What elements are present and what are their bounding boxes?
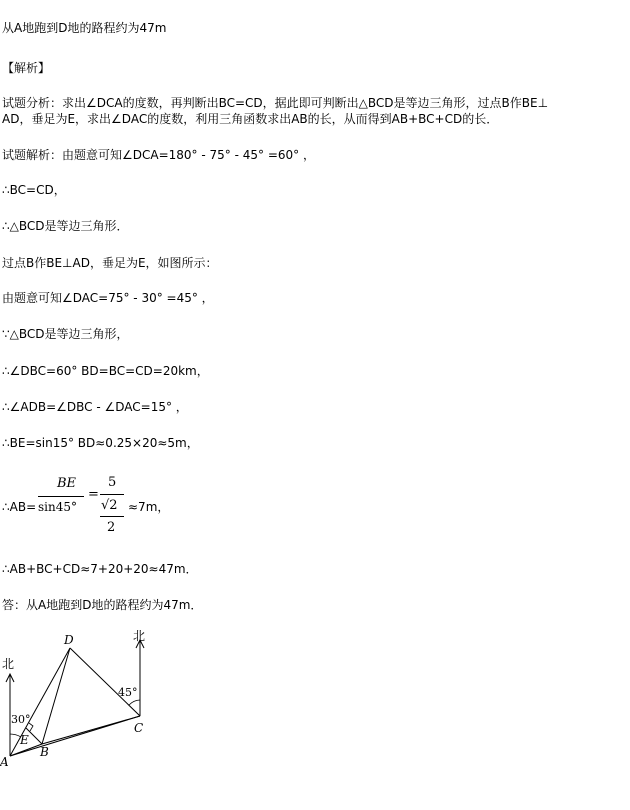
formula-equals: =	[88, 487, 99, 502]
analysis-heading: 【解析】	[2, 61, 51, 75]
label-angle-45: 45°	[118, 686, 138, 699]
formula-prefix: ∴AB=	[2, 500, 37, 514]
label-north-right: 北	[133, 629, 146, 643]
formula-denominator-two: 2	[107, 520, 116, 535]
label-E: E	[20, 733, 29, 747]
final-answer: 答：从A地跑到D地的路程约为47m．	[2, 598, 203, 612]
solution-step-7: ∴∠DBC=60° BD=BC=CD=20km，	[2, 364, 209, 378]
analysis-text-2: AD，垂足为E，求出∠DAC的度数，利用三角函数求出AB的长，从而得到AB+BC+CD的长．	[2, 112, 499, 126]
solution-step-2: ∴BC=CD，	[2, 183, 66, 197]
formula-denominator-root: √2	[101, 498, 118, 513]
solution-step-10: ∴AB+BC+CD≈7+20+20≈47m．	[2, 562, 198, 576]
label-north-left: 北	[2, 657, 15, 671]
fraction-bar-3	[100, 516, 124, 517]
formula-numerator-1: BE	[57, 476, 77, 491]
formula-denominator-1: sin45°	[38, 500, 77, 514]
fraction-bar-2	[100, 494, 124, 495]
angle-arc-C	[129, 700, 140, 705]
segment-BD	[42, 648, 70, 744]
solution-step-3: ∴△BCD是等边三角形．	[2, 219, 129, 233]
formula-result: ≈7m，	[128, 500, 170, 514]
solution-step-6: ∵△BCD是等边三角形，	[2, 327, 129, 341]
solution-step-8: ∴∠ADB=∠DBC - ∠DAC=15° ，	[2, 400, 188, 414]
triangle-diagram	[0, 628, 160, 768]
label-B: B	[40, 745, 49, 759]
solution-step-9: ∴BE=sin15° BD≈0.25×20≈5m，	[2, 436, 199, 450]
fraction-bar-1	[38, 496, 84, 497]
solution-step-4: 过点B作BE⊥AD，垂足为E，如图所示：	[2, 256, 218, 270]
formula-numerator-2: 5	[108, 475, 117, 490]
segment-BC	[42, 716, 140, 744]
label-C: C	[134, 721, 144, 735]
label-D: D	[64, 633, 74, 647]
segment-CD	[70, 648, 140, 716]
analysis-text-1: 试题分析：求出∠DCA的度数，再判断出BC=CD，据此即可判断出△BCD是等边三角形，过点B作BE⊥	[2, 96, 549, 110]
label-angle-30: 30°	[11, 713, 31, 726]
answer-headline: 从A地跑到D地的路程约为47m	[2, 21, 167, 35]
solution-step-5: 由题意可知∠DAC=75° - 30° =45° ，	[2, 291, 214, 305]
solution-step-1: 试题解析：由题意可知∠DCA=180° - 75° - 45° =60° ，	[2, 148, 315, 162]
label-A: A	[0, 755, 9, 768]
